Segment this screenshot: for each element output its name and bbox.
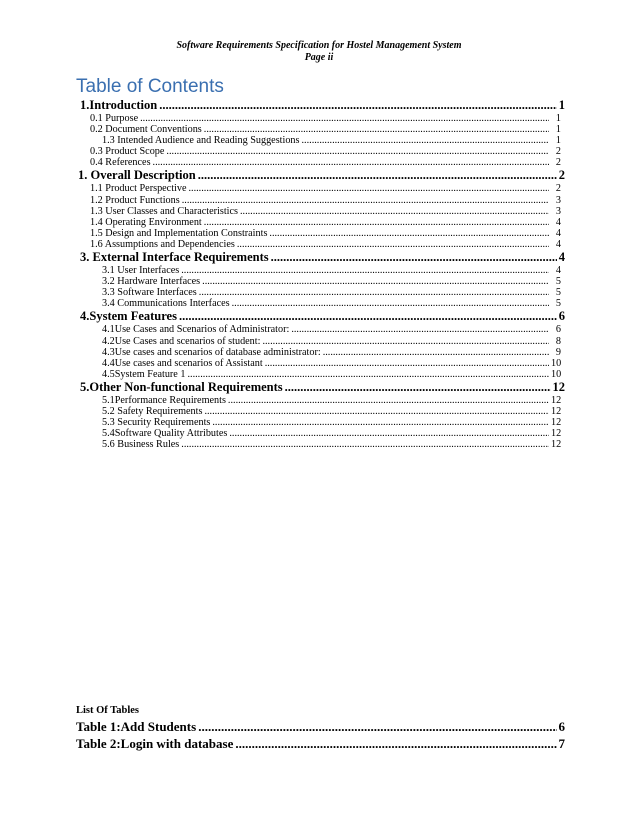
dot-leader bbox=[265, 358, 549, 369]
dot-leader bbox=[228, 395, 549, 406]
dot-leader bbox=[166, 146, 549, 157]
toc-subsection-page: 2 bbox=[555, 157, 561, 169]
list-of-tables-entry[interactable] bbox=[76, 718, 565, 735]
toc-subsection-entry[interactable] bbox=[78, 439, 565, 450]
toc-subsection-page: 12 bbox=[551, 405, 562, 417]
dot-leader bbox=[235, 735, 556, 752]
toc-subsection-title: 5.1Performance Requirements bbox=[102, 394, 226, 406]
dot-leader bbox=[202, 276, 549, 287]
toc-subsection-entry[interactable] bbox=[78, 406, 565, 417]
dot-leader bbox=[204, 406, 549, 417]
toc-subsection-title: 4.5System Feature 1 bbox=[102, 368, 186, 380]
toc-subsection-title: 4.3Use cases and scenarios of database administrator: bbox=[102, 346, 321, 358]
toc-subsection-entry[interactable] bbox=[78, 228, 565, 239]
toc-subsection-entry[interactable] bbox=[78, 358, 565, 369]
dot-leader bbox=[232, 298, 549, 309]
toc-subsection-title: 5.4Software Quality Attributes bbox=[102, 428, 228, 440]
dot-leader bbox=[302, 135, 550, 146]
dot-leader bbox=[188, 183, 549, 194]
toc-subsection-page: 8 bbox=[555, 335, 561, 347]
toc-subsection-title: 5.3 Security Requirements bbox=[102, 417, 211, 429]
dot-leader bbox=[237, 239, 549, 250]
toc-subsection-title: 4.1Use Cases and Scenarios of Administrator: bbox=[102, 324, 290, 336]
list-of-tables-entry[interactable] bbox=[76, 735, 565, 752]
toc-subsection-title: 0.1 Purpose bbox=[90, 113, 139, 124]
dot-leader bbox=[187, 369, 549, 380]
toc-subsection-entry[interactable] bbox=[78, 146, 565, 157]
toc-subsection-page: 4 bbox=[555, 265, 561, 277]
table-entry-page: 6 bbox=[558, 719, 565, 734]
dot-leader bbox=[159, 98, 557, 113]
toc-subsection-page: 10 bbox=[551, 368, 562, 380]
toc-subsection-entry[interactable] bbox=[78, 239, 565, 250]
toc-subsection-title: 0.4 References bbox=[90, 157, 151, 169]
toc-subsection-entry[interactable] bbox=[78, 369, 565, 380]
toc-section-title: 3. External Interface Requirements bbox=[80, 250, 269, 265]
list-of-tables-heading: List Of Tables bbox=[76, 705, 140, 716]
toc-subsection-title: 3.3 Software Interfaces bbox=[102, 287, 197, 299]
document-header-title: Software Requirements Specification for Hostel Management System bbox=[176, 40, 462, 51]
dot-leader bbox=[198, 718, 556, 735]
toc-subsection-page: 3 bbox=[555, 205, 561, 217]
page-number-header: Page ii bbox=[304, 52, 334, 63]
dot-leader bbox=[271, 250, 557, 265]
toc-subsection-entry[interactable] bbox=[78, 324, 565, 335]
toc-section-entry[interactable] bbox=[78, 309, 565, 324]
toc-subsection-title: 4.2Use Cases and scenarios of student: bbox=[102, 335, 261, 347]
dot-leader bbox=[182, 195, 549, 206]
toc-section-title: 4.System Features bbox=[80, 309, 177, 324]
toc-section-page: 12 bbox=[552, 379, 565, 394]
toc-section-page: 1 bbox=[558, 98, 565, 112]
toc-subsection-page: 2 bbox=[555, 146, 561, 158]
table-entry-title: Table 2:Login with database bbox=[76, 736, 234, 751]
toc-subsection-title: 0.2 Document Conventions bbox=[90, 124, 202, 136]
toc-subsection-title: 3.1 User Interfaces bbox=[102, 265, 180, 277]
toc-subsection-page: 4 bbox=[555, 216, 561, 228]
toc-subsection-page: 5 bbox=[555, 298, 561, 310]
toc-subsection-entry[interactable] bbox=[78, 287, 565, 298]
toc-subsection-entry[interactable] bbox=[78, 276, 565, 287]
toc-section-title: 1.Introduction bbox=[80, 98, 158, 112]
toc-subsection-entry[interactable] bbox=[78, 113, 565, 124]
toc-subsection-entry[interactable] bbox=[78, 195, 565, 206]
toc-subsection-page: 5 bbox=[555, 287, 561, 299]
toc-subsection-title: 1.2 Product Functions bbox=[90, 194, 180, 206]
dot-leader bbox=[204, 217, 549, 228]
toc-subsection-entry[interactable] bbox=[78, 135, 565, 146]
toc-subsection-entry[interactable] bbox=[78, 183, 565, 194]
toc-section-entry[interactable] bbox=[78, 380, 565, 395]
table-entry-title: Table 1:Add Students bbox=[76, 719, 197, 734]
toc-subsection-page: 6 bbox=[555, 324, 561, 336]
toc-subsection-page: 5 bbox=[555, 276, 561, 288]
toc-subsection-page: 12 bbox=[551, 417, 562, 429]
toc-subsection-entry[interactable] bbox=[78, 428, 565, 439]
toc-subsection-title: 3.2 Hardware Interfaces bbox=[102, 276, 201, 288]
toc-subsection-title: 0.3 Product Scope bbox=[90, 146, 165, 158]
toc-subsection-page: 12 bbox=[551, 428, 562, 440]
dot-leader bbox=[199, 287, 549, 298]
toc-subsection-title: 4.4Use cases and scenarios of Assistant bbox=[102, 357, 263, 369]
toc-subsection-title: 5.2 Safety Requirements bbox=[102, 405, 203, 417]
toc-subsection-page: 12 bbox=[551, 394, 562, 406]
toc-subsection-page: 1 bbox=[555, 124, 561, 136]
toc-subsection-entry[interactable] bbox=[78, 124, 565, 135]
dot-leader bbox=[179, 309, 557, 324]
toc-subsection-page: 9 bbox=[555, 346, 561, 358]
toc-subsection-entry[interactable] bbox=[78, 217, 565, 228]
dot-leader bbox=[181, 439, 549, 450]
toc-subsection-page: 12 bbox=[551, 439, 562, 451]
toc-section-page: 6 bbox=[558, 309, 565, 324]
toc-subsection-entry[interactable] bbox=[78, 298, 565, 309]
toc-section-title: 5.Other Non-functional Requirements bbox=[80, 379, 283, 394]
dot-leader bbox=[140, 113, 549, 124]
toc-heading: Table of Contents bbox=[76, 76, 224, 97]
toc-subsection-entry[interactable] bbox=[78, 265, 565, 276]
toc-subsection-page: 1 bbox=[555, 113, 561, 124]
toc-subsection-title: 1.3 User Classes and Characteristics bbox=[90, 205, 238, 217]
toc-subsection-entry[interactable] bbox=[78, 206, 565, 217]
toc-subsection-title: 1.6 Assumptions and Dependencies bbox=[90, 238, 235, 250]
dot-leader bbox=[181, 265, 549, 276]
dot-leader bbox=[212, 417, 549, 428]
toc-section-entry[interactable] bbox=[78, 250, 565, 265]
dot-leader bbox=[262, 336, 549, 347]
toc-subsection-page: 2 bbox=[555, 183, 561, 195]
dot-leader bbox=[229, 428, 549, 439]
dot-leader bbox=[285, 380, 551, 395]
dot-leader bbox=[240, 206, 549, 217]
toc-subsection-entry[interactable] bbox=[78, 347, 565, 358]
toc-subsection-title: 5.6 Business Rules bbox=[102, 439, 180, 451]
toc-subsection-page: 4 bbox=[555, 238, 561, 250]
toc-section-title: 1. Overall Description bbox=[78, 168, 196, 183]
toc-subsection-title: 1.4 Operating Environment bbox=[90, 216, 202, 228]
toc-section-page: 4 bbox=[558, 250, 565, 265]
toc-subsection-page: 4 bbox=[555, 227, 561, 239]
table-entry-page: 7 bbox=[558, 736, 565, 751]
dot-leader bbox=[198, 168, 557, 183]
toc-subsection-title: 1.3 Intended Audience and Reading Suggestions bbox=[102, 135, 300, 147]
table-of-contents bbox=[78, 98, 565, 450]
toc-subsection-title: 3.4 Communications Interfaces bbox=[102, 298, 230, 310]
toc-subsection-page: 10 bbox=[551, 357, 562, 369]
dot-leader bbox=[269, 228, 549, 239]
list-of-tables bbox=[76, 704, 565, 752]
dot-leader bbox=[291, 324, 549, 335]
toc-section-entry[interactable] bbox=[78, 168, 565, 183]
toc-subsection-entry[interactable] bbox=[78, 395, 565, 406]
dot-leader bbox=[323, 347, 549, 358]
dot-leader bbox=[153, 157, 549, 168]
toc-subsection-title: 1.1 Product Perspective bbox=[90, 183, 187, 195]
toc-subsection-title: 1.5 Design and Implementation Constraints bbox=[90, 227, 268, 239]
toc-subsection-page: 1 bbox=[555, 135, 561, 147]
toc-subsection-entry[interactable] bbox=[78, 417, 565, 428]
toc-section-page: 2 bbox=[558, 168, 565, 183]
toc-subsection-page: 3 bbox=[555, 194, 561, 206]
toc-section-entry[interactable] bbox=[78, 98, 565, 113]
toc-subsection-entry[interactable] bbox=[78, 157, 565, 168]
toc-subsection-entry[interactable] bbox=[78, 336, 565, 347]
dot-leader bbox=[204, 124, 549, 135]
